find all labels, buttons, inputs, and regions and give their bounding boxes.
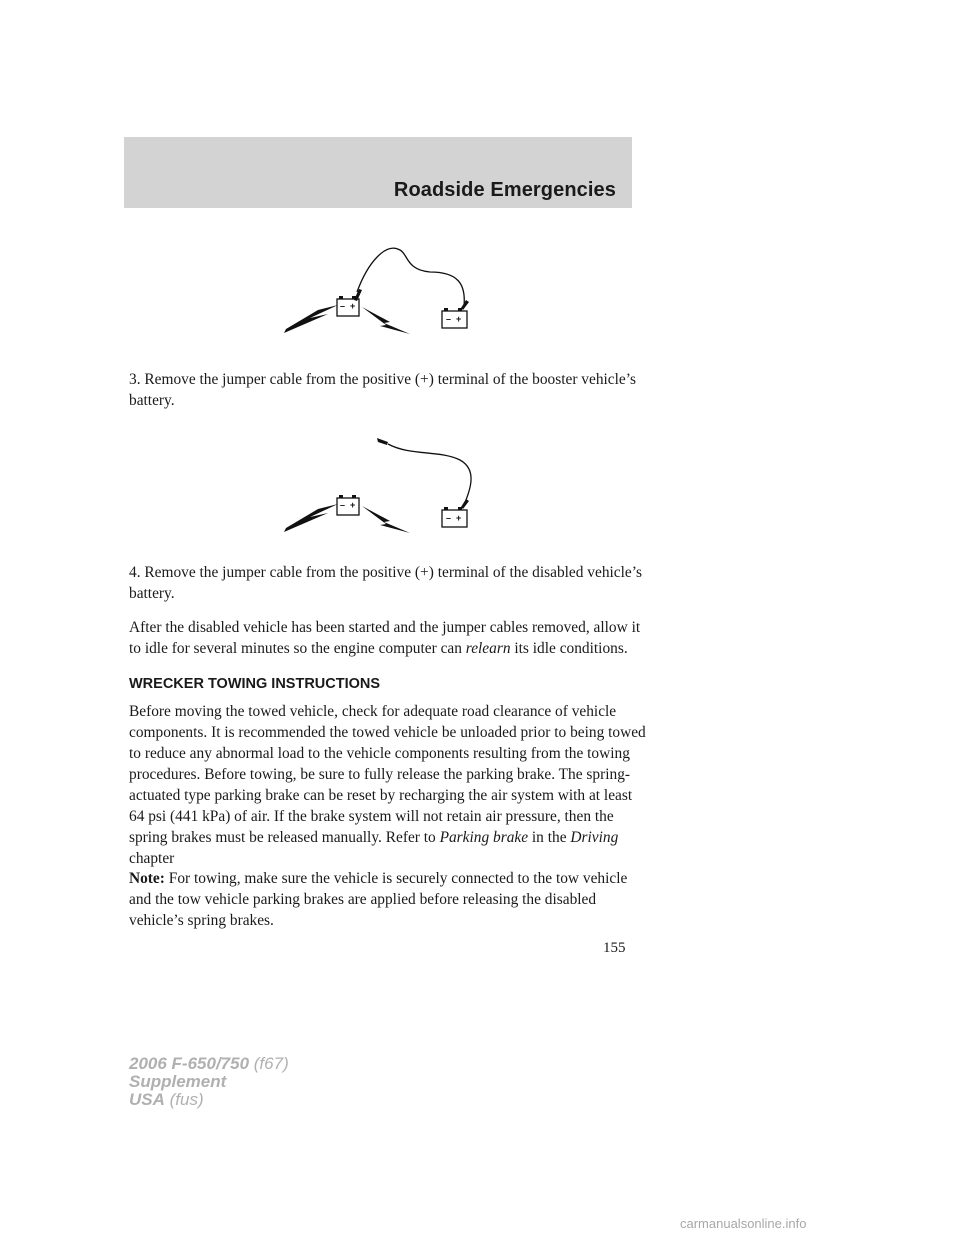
after-start-end: its idle conditions. (510, 640, 628, 657)
relearn-term: relearn (465, 640, 511, 657)
jumper-cable (388, 444, 471, 505)
note-text: For towing, make sure the vehicle is securely connected to the tow vehicle and the tow vehicle parking brakes are applied before releasing the disabled vehicle’s spring brakes. (129, 870, 628, 929)
lightning-bolt-icon (284, 305, 338, 333)
towing-note (129, 868, 649, 931)
battery-negative-label: – (446, 314, 452, 324)
battery-icon (442, 308, 467, 328)
step-3-text: 3. Remove the jumper cable from the positive (+) terminal of the booster vehicle’s battery. (129, 371, 637, 409)
cable-clamp-icon (377, 438, 388, 445)
after-start-text: After the disabled vehicle has been started and the jumper cables removed, allow it to idle for several minutes so the engine computer can (129, 619, 641, 657)
footer-region: USA (129, 1090, 165, 1109)
footer-model: 2006 F-650/750 (129, 1054, 250, 1073)
after-start-paragraph (129, 617, 649, 659)
battery-positive-label: + (456, 513, 462, 523)
footer-supplement: Supplement (129, 1072, 227, 1091)
lightning-bolt-icon (284, 504, 338, 532)
battery-negative-label: – (340, 500, 346, 510)
driving-chapter-reference: Driving (570, 829, 619, 846)
section-title: Roadside Emergencies (393, 179, 616, 201)
towing-paragraph (129, 701, 649, 869)
footer-model-code: (f67) (249, 1054, 289, 1073)
figure-booster-clamp-removed (280, 430, 480, 535)
page-number: 155 (603, 940, 626, 956)
figure-jumper-cables-connected (280, 242, 480, 342)
parking-brake-reference: Parking brake (439, 829, 529, 846)
battery-icon (337, 495, 359, 515)
document-footer (129, 1055, 289, 1109)
cable-clamp-icon (461, 300, 469, 310)
battery-negative-label: – (340, 301, 346, 311)
battery-positive-label: + (350, 500, 356, 510)
lightning-bolt-icon (362, 506, 410, 533)
battery-icon (442, 507, 467, 527)
section-header (124, 137, 632, 208)
reference-connector: in the (528, 829, 571, 846)
step-4 (129, 562, 649, 604)
battery-positive-label: + (456, 314, 462, 324)
reference-end: chapter (129, 850, 175, 867)
towing-heading: WRECKER TOWING INSTRUCTIONS (129, 676, 381, 692)
battery-positive-label: + (350, 301, 356, 311)
note-label: Note: (129, 870, 165, 887)
towing-text: Before moving the towed vehicle, check for adequate road clearance of vehicle components. It is recommended the towed vehicle be unloaded prior to being towed to reduce any abnormal load to the vehicle components resulting from the towing procedures. Before towing, be sure to fully release the parking brake. The spring-actuated type parking brake can be reset by recharging the air system with at least 64 psi (441 kPa) of air. If the brake system will not retain air pressure, then the spring brakes must be released manually. Refer to (129, 703, 646, 846)
jumper-cable-diagram-1 (280, 242, 480, 342)
battery-negative-label: – (446, 513, 452, 523)
footer-region-code: (fus) (164, 1090, 204, 1109)
jumper-cable (357, 248, 464, 306)
lightning-bolt-icon (362, 307, 410, 334)
step-4-text: 4. Remove the jumper cable from the positive (+) terminal of the disabled vehicle’s battery. (129, 564, 642, 602)
watermark: carmanualsonline.info (680, 1216, 807, 1231)
cable-clamp-icon (461, 499, 469, 509)
step-3 (129, 369, 649, 411)
jumper-cable-diagram-2 (280, 430, 480, 535)
